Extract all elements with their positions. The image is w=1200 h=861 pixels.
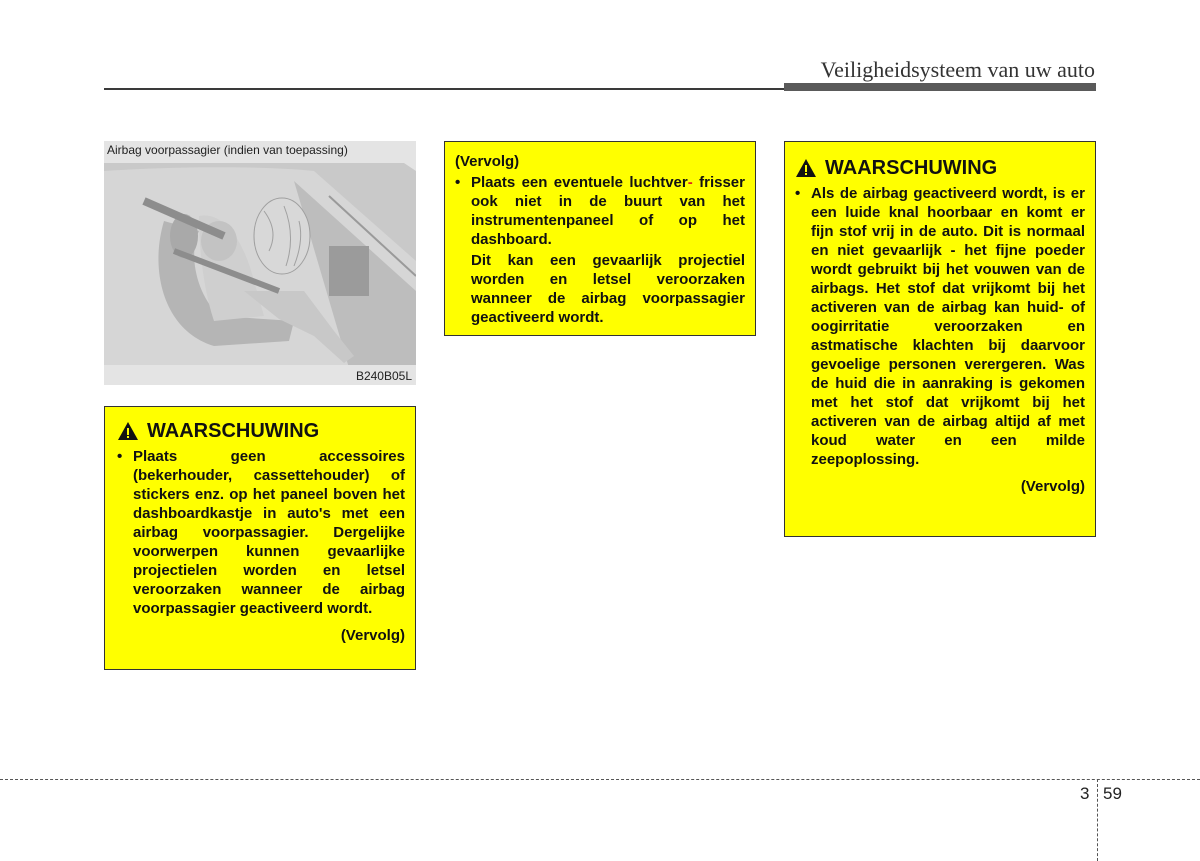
- warning-box-accessories: [104, 406, 416, 670]
- airbag-illustration: [104, 141, 416, 385]
- warning-triangle-icon: [795, 158, 817, 178]
- warning-bullet: [117, 447, 405, 618]
- warning-text: Plaats geen accessoires (bekerhouder, cassettehouder) of stickers enz. op het paneel boven het dashboardkastje in auto's met een airbag voorpassagier. Dergelijke voorwerpen kunnen gevaarlijke projectielen worden en letsel veroorzaken wanneer de airbag voorpassagier geactiveerd wordt.: [133, 448, 405, 617]
- figure-code: B240B05L: [355, 369, 412, 383]
- section-number: 3: [1080, 784, 1090, 803]
- hyphen-mark: -: [687, 174, 693, 191]
- warning-title-text: WAARSCHUWING: [825, 157, 998, 179]
- continued-heading: (Vervolg): [455, 153, 520, 170]
- warning-bullet: [795, 184, 1085, 469]
- page-number: 59: [1103, 784, 1122, 803]
- bullet-dot: •: [117, 448, 123, 465]
- warning-text-rest: frisser ook niet in de buurt van het instrumentenpaneel of op het dashboard.: [471, 174, 745, 248]
- warning-box-airfreshener: [444, 141, 756, 336]
- warning-title-text: WAARSCHUWING: [147, 420, 320, 442]
- continued-label: (Vervolg): [340, 627, 405, 644]
- warning-bullet: [455, 173, 745, 249]
- warning-triangle-icon: [117, 421, 139, 441]
- warning-text: Als de airbag geactiveerd wordt, is er een luide knal hoorbaar en komt er fijn stof vrij in de auto. Dit is normaal en niet gevaarlijk - het fijne poeder wordt gebruikt bij het vouwen van de airbags. Het stof dat vrijkomt bij het activeren van de airbag kan huid- of oogirritatie veroorzaken en astmatische klachten bij daarvoor gevoelige personen verergeren. Was de huid die in aanraking is gekomen met het stof dat vrijkomt bij het activeren van de airbag altijd af met koud water en een milde zeepoplossing.: [811, 185, 1085, 468]
- continued-label: (Vervolg): [1020, 478, 1085, 495]
- bullet-dot: •: [795, 185, 801, 202]
- warning-title: [117, 419, 405, 443]
- airbag-drawing: [104, 141, 416, 385]
- warning-text-group: [471, 173, 745, 249]
- warning-box-airbag-dust: [784, 141, 1096, 537]
- footer-dashed-rule: [0, 779, 1200, 780]
- section-title: Veiligheidsysteem van uw auto: [820, 57, 1095, 82]
- warning-text-start: Plaats een eventuele luchtver: [471, 174, 688, 191]
- figure-caption: Airbag voorpassagier (indien van toepassing): [107, 143, 348, 157]
- header-rule-bar: [784, 83, 1096, 91]
- footer-dashed-divider: [1097, 779, 1098, 861]
- warning-paragraph: Dit kan een gevaarlijk projectiel worden en letsel veroorzaken wanneer de airbag voorpassagier geactiveerd wordt.: [471, 252, 745, 326]
- header-rule: [104, 88, 784, 90]
- warning-title: [795, 156, 1085, 180]
- bullet-dot: •: [455, 174, 461, 191]
